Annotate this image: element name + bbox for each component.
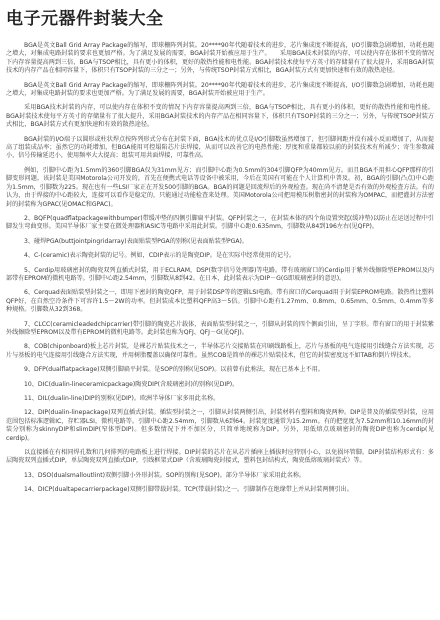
paragraph: BGA封装的I/O端子以圆形或柱状焊点按阵列形式分布在封装下面，BGA技术的优点是I/O引脚数虽然增加了，但引脚间距并没有减小反而增加了，从而提高了组装成品率；虽然它的功耗增加，但BGA能用可控塌陷芯片法焊接，从而可以改善它的电热性能；厚度和重量都较以前的封装技术有所减少；寄生参数减小，信号传输延迟小，使用频率大大提高；组装可用共面焊接，可靠性高。 xyxy=(6,135,434,160)
paragraph: 8、COB(chiponboard)板上芯片封装，是裸芯片贴装技术之一，半导体芯片交接贴装在印刷线路板上，芯片与基板的电气连接用引线缝合方法实现，芯片与基板的电气连接用引线缝合方法实现，并用树脂覆盖以确保可靠性。虽然COB是简单的裸芯片贴装技术，但它的封装密度远不如TAB和倒片焊技术。 xyxy=(6,343,434,359)
paragraph: BGA是英文Ball Grid Array Package的缩写，即球栅阵列封装。20****90年代随着技术的进步，芯片集成度不断提高，I/O引脚数急剧增加，功耗也随之增大，对集成电路封装的要求也更加严格。为了满足发展的需要，BGA封装开始被应用于生产。 xyxy=(6,81,434,98)
paragraph: 7、CLCC(ceramicleadedchipcarrier)带引脚的陶瓷芯片载体，表面贴装型封装之一，引脚从封装的四个侧面引出，呈丁字形。带有窗口的用于封装紫外线擦除型EPROM以及带有EPROM的微机电路等。此封装也称为QFJ、QFJ－G(见QFJ)。 xyxy=(6,320,434,336)
paragraph: 以直接插在有相同焊孔数和几何排列的电路板上进行焊接。DIP封装的芯片在从芯片插座上插拔时应特别小心，以免损坏管脚。DIP封装结构形式有：多层陶瓷双列直插式DIP，单层陶瓷双列直插式DIP，引线框架式DIP（含玻璃陶瓷封接式，塑料包封结构式，陶瓷低熔玻璃封装式）等。 xyxy=(6,449,434,465)
paragraph: 11、DIL(dualin-line)DIP的别称(见DIP)。欧洲半导体厂家多用此名称。 xyxy=(24,395,220,402)
paragraph: 3、碰焊PGA(buttjointpingridarray)表面贴装型PGA的别称(见表面贴装型PGA)。 xyxy=(24,237,248,245)
paragraph: 4、C-(ceramic)表示陶瓷封装的记号。例如，CDIP表示的是陶瓷DIP。是在实际中经常使用的记号。 xyxy=(24,252,296,260)
document-body xyxy=(6,42,434,501)
paragraph: 例如，引脚中心距为1.5mm的360引脚BGA仅为31mm见方；而引脚中心距为0.5mm的304引脚QFP为40mm见方。而且BGA不用担心QFP那样的引脚变形问题。该封装是美国Motorola公司开发的，首先在便携式电话等设备中被采用，今后在美国有可能在个人计算机中普及。初，BGA的引脚(凸点)中心距为1.5mm，引脚数为225。现在也有一些LSI厂家正在开发500引脚的BGA。BGA的问题是回流焊后的外观检查。现在尚不清楚是否有效的外观检查方法。有的认为，由于焊接的中心距较大，连接可以看作是稳定的，只能通过功能检查来处理。美国Motorola公司把用模压树脂密封的封装称为OMPAC，而把灌封方法密封的封装称为GPAC(见OMAC和GPAC)。 xyxy=(6,166,434,208)
page-title: 电子元器件封装大全 xyxy=(6,9,164,29)
paragraph: 14、DICP(dualtapecarrierpackage)双侧引脚带载封装。TCP(带载封装)之一。引脚制作在绝缘带上并从封装两侧引出。 xyxy=(24,486,353,494)
paragraph: 2、BQFP(quadflatpackagewithbumper)带缓冲垫的四侧引脚扁平封装。QFP封装之一，在封装本体的四个角设置突起(缓冲垫)以防止在运送过程中引脚发生弯曲变形。美国半导体厂家主要在微处理器和ASIC等电路中采用此封装。引脚中心距0.635mm，引脚数从84到196左右(见QFP)。 xyxy=(6,214,434,231)
paragraph: 9、DFP(dualflatpackage)双侧引脚扁平封装。是SOP的别称(见SOP)。以前曾有此称法，现在已基本上不用。 xyxy=(24,366,324,374)
paragraph: 10、DIC(dualin-lineceramicpackage)陶瓷DIP(含玻璃密封)的别称(见DIP)。 xyxy=(24,380,239,388)
paragraph: 采用BGA技术封装的内存，可以使内存在体积不变的情况下内存容量提高两到三倍，BGA与TSOP相比，具有更小的体积，更好的散热性能和电性能。BGA封装技术使每平方英寸的存储量有了很大提升，采用BGA封装技术的内存产品在相同容量下，体积只有TSOP封装的三分之一；另外，与传统TSOP封装方式相比，BGA封装方式有更加快速和有效的散热途径。 xyxy=(6,104,434,129)
paragraph: 6、Cerquad表面贴装型封装之一，即用下密封的陶瓷QFP，用于封装DSP等的逻辑LSI电路。带有窗口的Cerquad用于封装EPROM电路。散热性比塑料QFP好，在自然空冷条件下可容许1.5～2W的功率。但封装成本比塑料QFP高3～5倍。引脚中心距有1.27mm、0.8mm、0.65mm、0.5mm、0.4mm等多种规格。引脚数从32到368。 xyxy=(6,289,434,314)
paragraph: BGA是英文Ball Grid Array Package的缩写，即球栅阵列封装。20****90年代随着技术的进步，芯片集成度不断提高，I/O引脚数急剧增加，功耗也随之增大，对集成电路封装的要求也更加严格。为了满足发展的需要，BGA封装开始被应用于生产。 采用BGA技术封装的内存，可以使内存在体积不变的情况下内存容量提高两到三倍，BGA与TSOP相比，具有更小的体积，更好的散热性能和电性能。BGA封装技术使每平方英寸的存储量有了很大提升，采用BGA封装技术的内存产品在相同容量下，体积只有TSOP封装的三分之一；另外，与传统TSOP封装方式相比，BGA封装方式有更加快速和有效的散热途径。 xyxy=(6,42,434,75)
paragraph: 13、DSO(dualsmalloutlint)双侧引脚小外形封装。SOP的别称(见SOP)。部分半导体厂家采用此名称。 xyxy=(24,471,306,479)
paragraph: 12、DIP(dualin-linepackage)双列直插式封装。插装型封装之一，引脚从封装两侧引出，封装材料有塑料和陶瓷两种。DIP是普及的插装型封装，应用范围包括标准逻辑IC，存贮器LSI，微机电路等。引脚中心距2.54mm，引脚数从6到64。封装宽度通常为15.2mm。有的把宽度为7.52mm和10.16mm的封装分别称为skinnyDIP和slimDIP(窄体型DIP)。但多数情况下并不加区分，只简单地统称为DIP。另外，用低熔点玻璃密封的陶瓷DIP也称为cerdip(见cerdip)。 xyxy=(6,409,434,442)
paragraph: 5、Cerdip用玻璃密封的陶瓷双列直插式封装，用于ECLRAM，DSP(数字信号处理器)等电路。带有玻璃窗口的Cerdip用于紫外线擦除型EPROM以及内部带有EPROM的微机电路等。引脚中心距2.54mm，引脚数从8到42。在日本，此封装表示为DIP－G(G即玻璃密封的意思)。 xyxy=(6,266,434,282)
